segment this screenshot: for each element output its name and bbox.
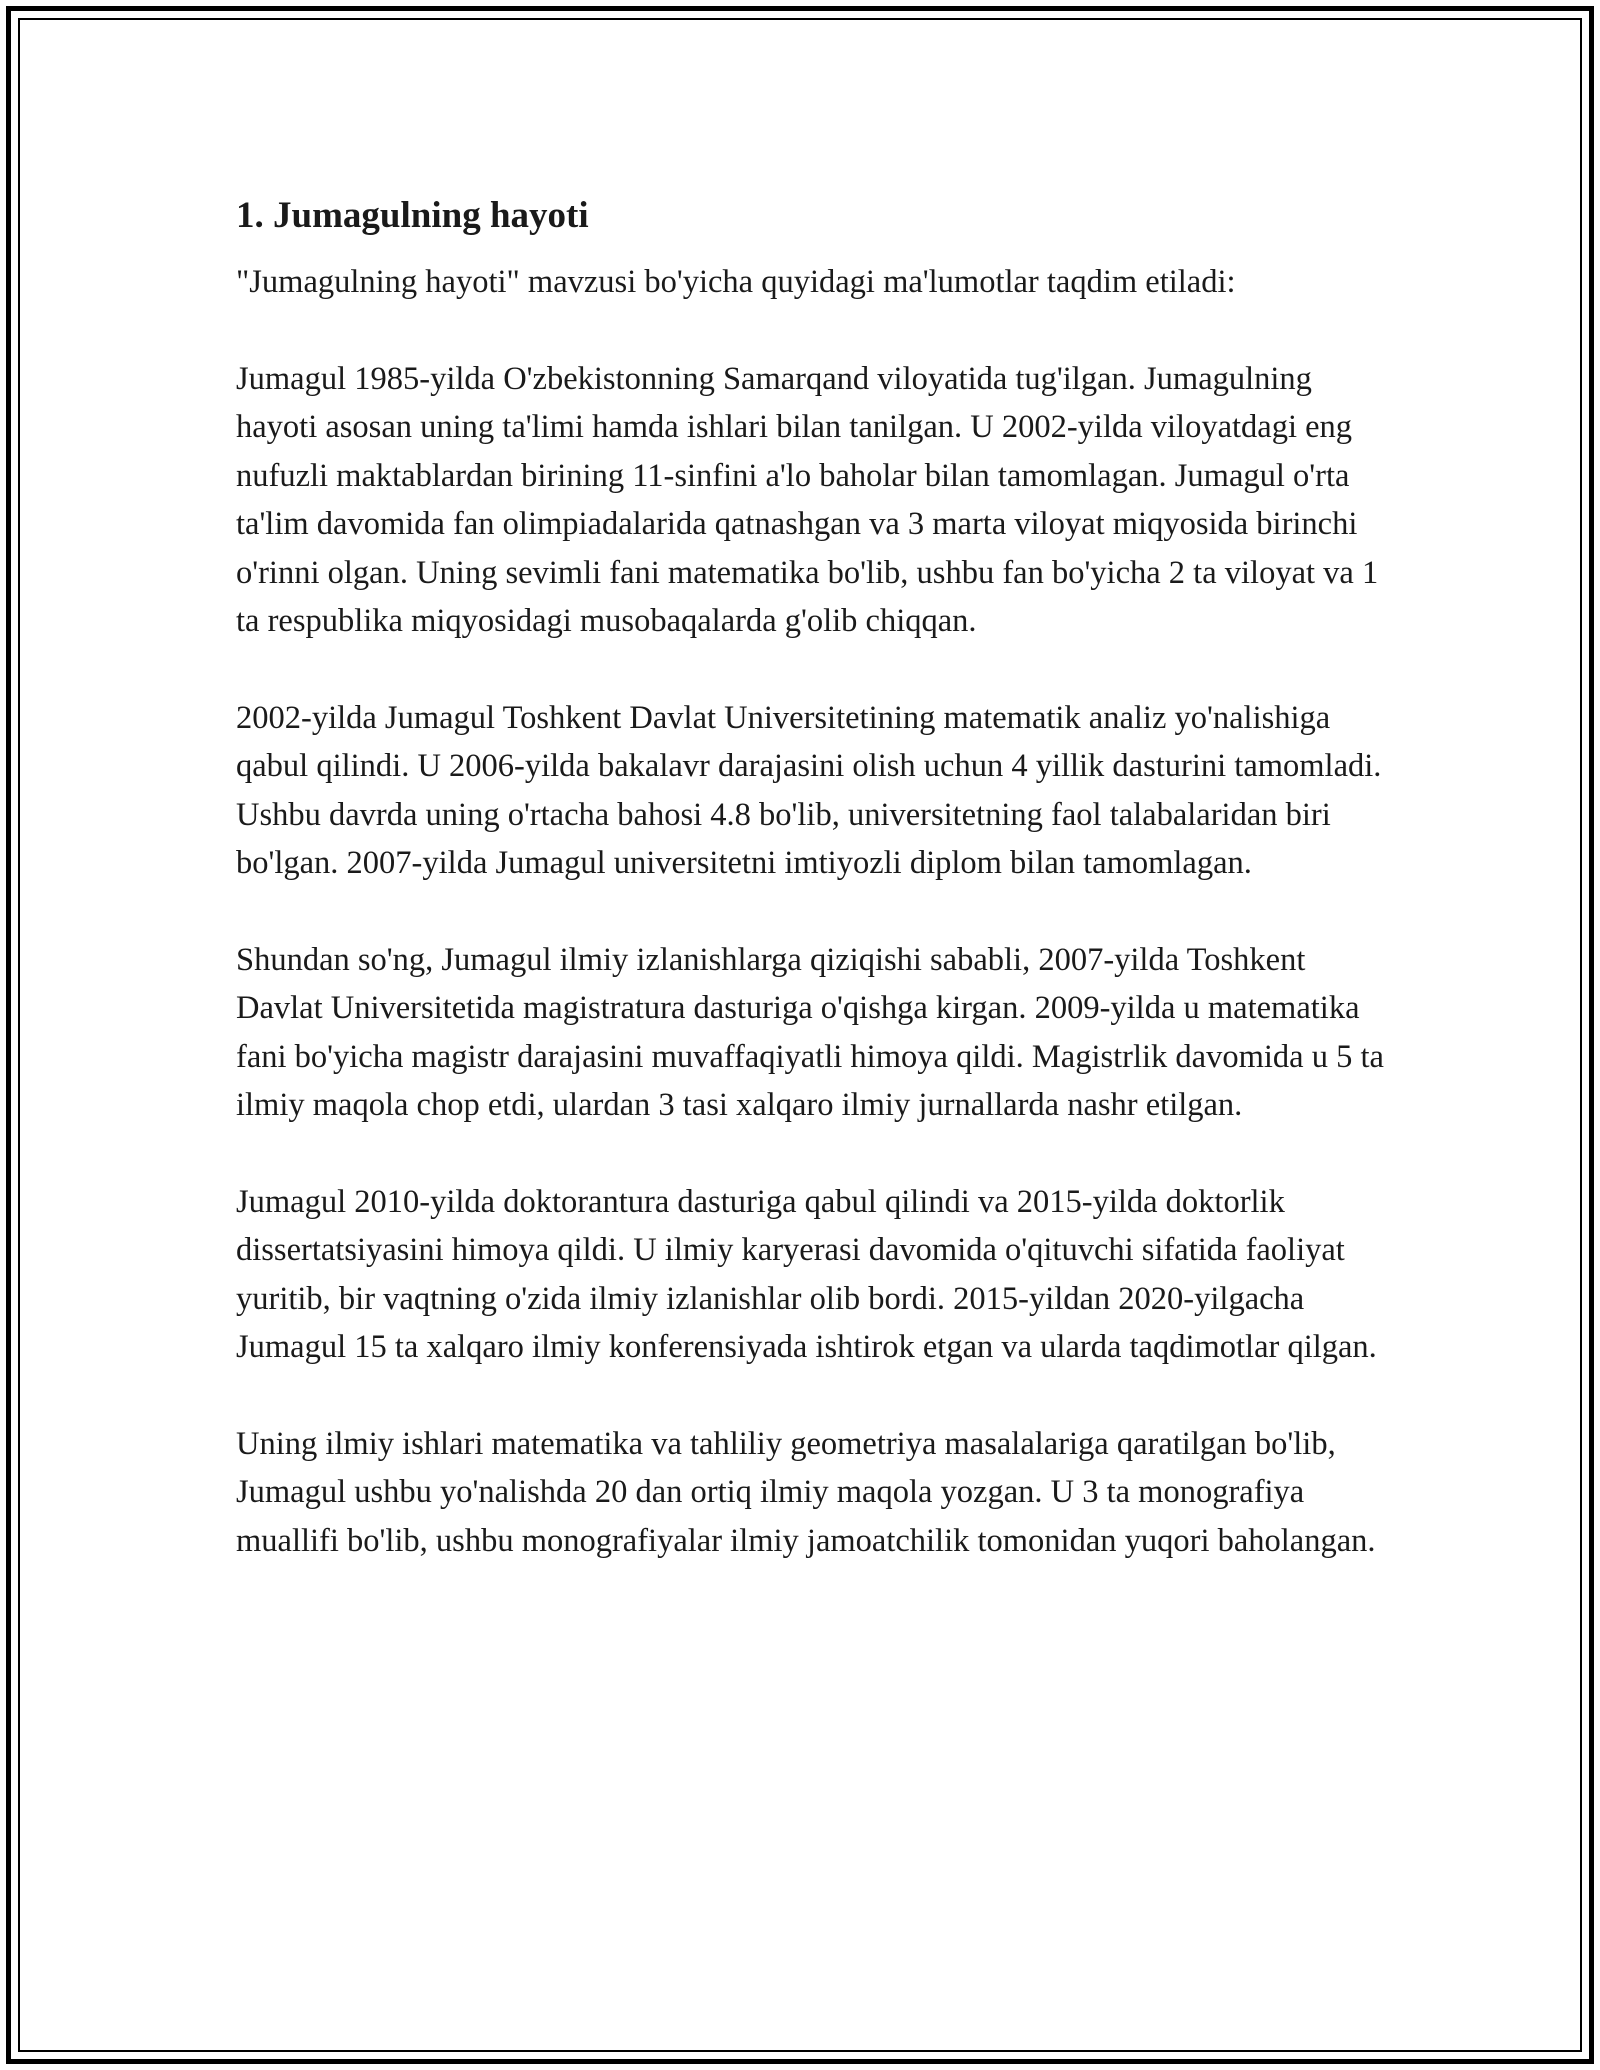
paragraph-masters: Shundan so'ng, Jumagul ilmiy izlanishlarga qiziqishi sababli, 2007-yilda Toshkent Davlat Universitetida magistratura dasturiga o'qishga kirgan. 2009-yilda u matematika fani bo'yicha magistr darajasini muvaffaqiyatli himoya qildi. Magistrlik davomida u 5 ta ilmiy maqola chop etdi, ulardan 3 tasi xalqaro ilmiy jurnallarda nashr etilgan.	[236, 941, 1384, 1123]
paragraph-birth-school: Jumagul 1985-yilda O'zbekistonning Samarqand viloyatida tug'ilgan. Jumagulning hayoti asosan uning ta'limi hamda ishlari bilan tanilgan. U 2002-yilda viloyatdagi eng nufuzli maktablardan birining 11-sinfini a'lo baholar bilan tamomlagan. Jumagul o'rta ta'lim davomida fan olimpiadalarida qatnashgan va 3 marta viloyat miqyosida birinchi o'rinni olgan. Uning sevimli fani matematika bo'lib, ushbu fan bo'yicha 2 ta viloyat va 1 ta respublika miqyosidagi musobaqalarda g'olib chiqqan.	[236, 360, 1379, 639]
paragraph-research: Uning ilmiy ishlari matematika va tahliliy geometriya masalalariga qaratilgan bo'lib, Jumagul ushbu yo'nalishda 20 dan ortiq ilmiy maqola yozgan. U 3 ta monografiya muallifi bo'lib, ushbu monografiyalar ilmiy jamoatchilik tomonidan yuqori baholangan.	[236, 1425, 1376, 1559]
intro-paragraph: "Jumagulning hayoti" mavzusi bo'yicha quyidagi ma'lumotlar taqdim etiladi:	[236, 264, 1236, 300]
section-heading: 1. Jumagulning hayoti	[236, 195, 589, 236]
document-body	[236, 188, 1396, 1613]
paragraph-doctorate: Jumagul 2010-yilda doktorantura dasturiga qabul qilindi va 2015-yilda doktorlik dissertatsiyasini himoya qildi. U ilmiy karyerasi davomida o'qituvchi sifatida faoliyat yuritib, bir vaqtning o'zida ilmiy izlanishlar olib bordi. 2015-yildan 2020-yilgacha Jumagul 15 ta xalqaro ilmiy konferensiyada ishtirok etgan va ularda taqdimotlar qilgan.	[236, 1183, 1377, 1365]
paragraph-university: 2002-yilda Jumagul Toshkent Davlat Universitetining matematik analiz yo'nalishiga qabul qilindi. U 2006-yilda bakalavr darajasini olish uchun 4 yillik dasturini tamomladi. Ushbu davrda uning o'rtacha bahosi 4.8 bo'lib, universitetning faol talabalaridan biri bo'lgan. 2007-yilda Jumagul universitetni imtiyozli diplom bilan tamomlagan.	[236, 699, 1382, 881]
